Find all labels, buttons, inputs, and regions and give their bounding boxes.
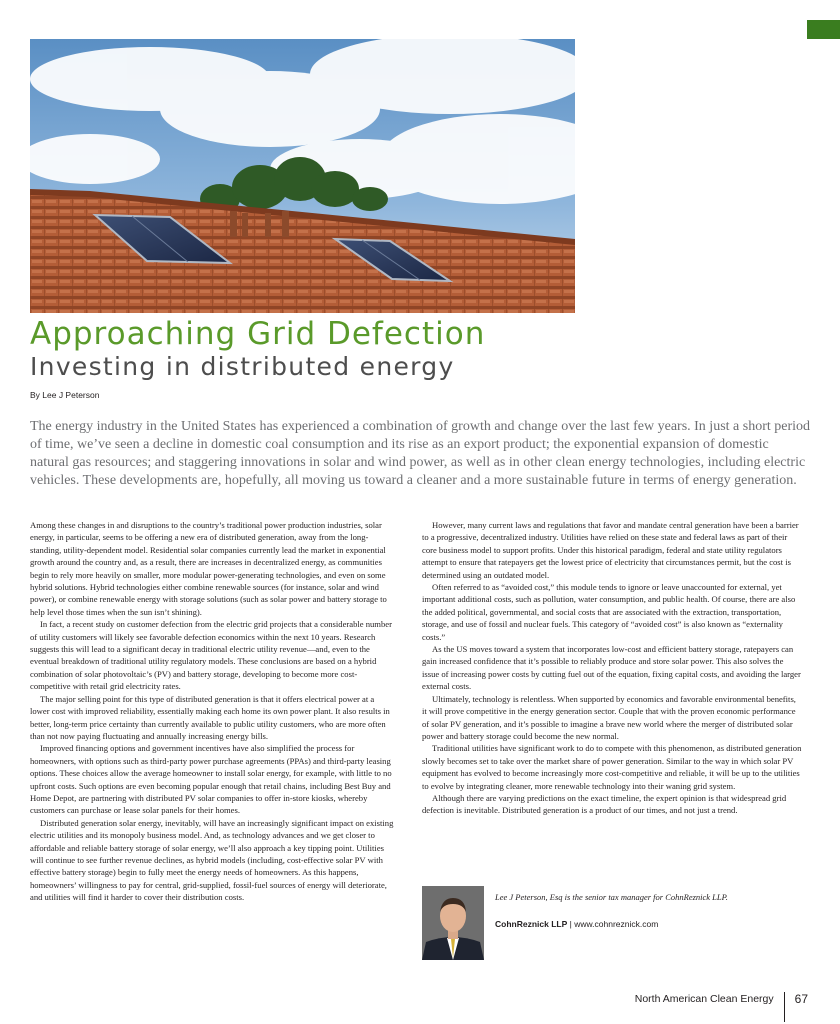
left-column: [30, 519, 395, 904]
lead-paragraph: The energy industry in the United States has experienced a combination of growth and change over the last few years. In just a short period of time, we’ve seen a decline in domestic coal consumption and its rise as an export product; the exponential expansion of domestic natural gas resources; and staggering innovations in solar and wind power, as well as in other clean energy technologies, including electric vehicles. These developments are, hopefully, all moving us toward a cleaner and a more sustainable future in terms of energy generation.: [30, 419, 811, 488]
body-paragraph: Often referred to as “avoided cost,” this module tends to ignore or leave unaccounted for external, yet important additional costs, such as pollution, water consumption, and public health. Of course, there are also the added political, governmental, and social costs that are associated with the extraction, transportation, storage, and use of fossil and nuclear fuels. This category of “avoided cost” is also known as “externality costs.”: [422, 582, 796, 642]
author-photo: [422, 886, 484, 960]
body-paragraph: However, many current laws and regulations that favor and mandate central generation have been a barrier to a progressive, decentralized industry. Utilities have relied on these state and federal laws as part of their core business model to support profits. Under this historical paradigm, federal and state utility regulators attempt to ensure that ratepayers get the lowest price of electricity that circumstances permit, but the cost is determined using an outdated model.: [422, 520, 799, 580]
article-title: Approaching Grid Defection: [30, 316, 486, 352]
hero-image-solar-roof: [30, 39, 575, 313]
body-paragraph: Distributed generation solar energy, inevitably, will have an increasingly significant impact on existing electric utilities and its monopoly business model. And, as technology advances and we get closer to affordable and reliable battery storage of solar energy, we’ll also approach a key tipping point. Utilities will continue to see further revenue declines, as hybrid models (including, cost-effective solar PV with effective battery storage) begin to fully meet the energy needs of homeowners. As this happens, homeowners’ willingness to pay for central, grid-supplied, fossil-fuel sources of energy will deteriorate, and utilities will find it harder to cover their distribution costs.: [30, 817, 394, 903]
body-paragraph: Among these changes in and disruptions to the country’s traditional power production industries, solar energy, in particular, seems to be offering a new era of distributed generation, away from the long-standing, utility-dependent model. Residential solar companies currently lead the market in exponential growth around the country and, as a result, there are increases in decentralized energy, as communities begin to rely more heavily on smaller, more modular power-generating technologies, and even on some hybrid solutions. Hybrid technologies either combine renewable sources (for instance, solar and wind power), or combine renewable energy with storage solutions (such as solar power and battery storage to help level those times when the sun isn’t shining).: [30, 520, 387, 617]
publication-name: North American Clean Energy: [635, 992, 785, 1022]
body-paragraph: Traditional utilities have significant work to do to compete with this phenomenon, as distributed generation slowly becomes set to take over the market share of power generation. Similar to the way in which solar PV equipment has evolved to become increasingly more cost-competitive and reliable, it will be up to the utilities to evolve by integrating cleaner, more renewable technology into their waning grid system.: [422, 743, 802, 791]
company-url-link[interactable]: www.cohnreznick.com: [574, 919, 659, 929]
company-separator: |: [567, 919, 575, 929]
right-column: [422, 519, 802, 817]
body-paragraph: The major selling point for this type of distributed generation is that it offers electrical power at a lower cost with improved reliability, essentially making each home its own power plant. It also results in better, long-term price certainty than currently available to public utility customers, who are more often than not now paying fluctuating and annually increasing energy bills.: [30, 693, 390, 741]
author-bio: Lee J Peterson, Esq is the senior tax manager for CohnReznick LLP.: [495, 892, 728, 902]
body-paragraph: Although there are varying predictions on the exact timeline, the expert opinion is that widespread grid defection is inevitable. Distributed generation is a product of our times, and not just a trend.: [422, 792, 787, 816]
company-line: [495, 919, 658, 929]
body-paragraph: In fact, a recent study on customer defection from the electric grid projects that a considerable number of utility customers will likely see favorable defection economics within the next 10 years. Research suggests this will lead to a significant decay in traditional electric utility revenue—and, even to the eventual breakdown of traditional utility regulatory models. These conclusions are based on a hybrid combination of solar photovoltaic’s (PV) and battery storage, developing to become more cost-competitive with retail grid electricity rates.: [30, 619, 392, 692]
page-footer: [635, 992, 808, 1022]
page-number: 67: [794, 992, 808, 1006]
body-paragraph: Improved financing options and government incentives have also simplified the process for homeowners, with options such as third-party power purchase agreements (PPAs) and third-party leasing options. These choices allow the average homeowner to install solar energy, for example, with little to no upfront costs. Such options are even becoming popular enough that retail chains, including Best Buy and Home Depot, are partnering with distributed PV solar companies to offer in-store kiosks, whereby customers can purchase or lease solar panels for their homes.: [30, 743, 392, 816]
article-subtitle: Investing in distributed energy: [30, 352, 455, 381]
body-paragraph: As the US moves toward a system that incorporates low-cost and efficient battery storage, ratepayers can gain increased confidence that it’s possible to reliably produce and store solar power. This also solves the issue of increasing power costs by cutting fuel out of the equation, fixing capital costs, and avoiding the larger external costs.: [422, 644, 801, 692]
body-paragraph: Ultimately, technology is relentless. When supported by economics and favorable environmental benefits, it will prove competitive in the energy generation sector. Couple that with the proven economic performance of solar PV generation, and it’s possible to imagine a brave new world where the merger of distributed solar power and battery storage could become the new normal.: [422, 693, 796, 741]
byline: By Lee J Peterson: [30, 390, 100, 400]
company-name: CohnReznick LLP: [495, 919, 568, 929]
section-tab: [807, 20, 840, 39]
author-box: [422, 886, 812, 964]
